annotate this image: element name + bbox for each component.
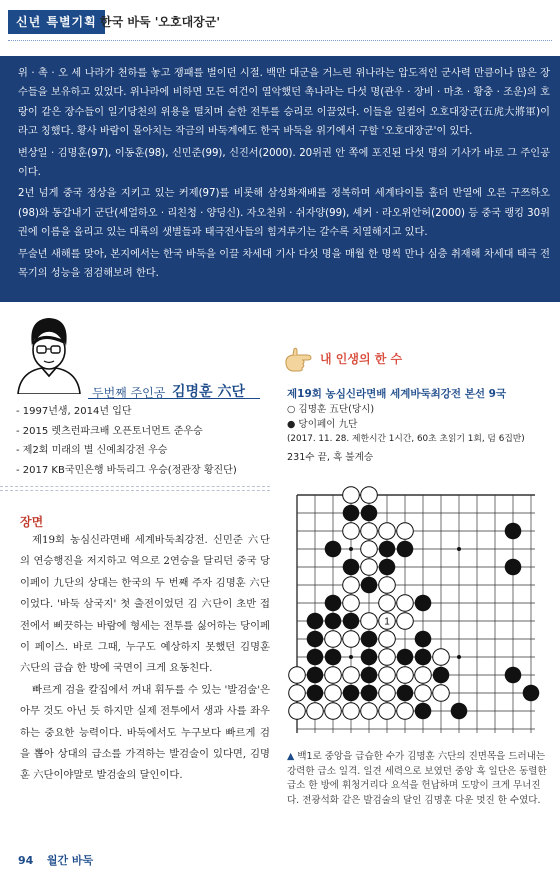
game-title: 제19회 농심신라면배 세계바둑최강전 본선 9국: [287, 388, 507, 400]
white-stone: [361, 541, 378, 558]
scene-paragraph: 빠르게 검을 칼집에서 꺼내 휘두를 수 있는 '발검술'은 아무 것도 아닌 듯 하지만 실제 전투에서 생과 사를 좌우하는 중요한 능력이다. 바둑에서도 누구보다 빠르게 검을 뽑아 상대의 급소를 가격하는 발검술이 있다면, 김명훈 六단이야말로 발검술의 달인이다.: [20, 683, 270, 782]
white-player: ○ 김명훈 五단(당시): [287, 404, 375, 415]
white-stone: [325, 631, 342, 648]
black-stone: [307, 631, 324, 648]
black-stone: [415, 649, 432, 666]
diagram-caption: [287, 750, 551, 808]
white-stone: [343, 523, 360, 540]
section-divider: [0, 486, 270, 487]
black-stone: [325, 595, 342, 612]
black-stone: [307, 667, 324, 684]
go-board: [285, 483, 547, 745]
intro-paragraph: 2년 넘게 중국 정상을 지키고 있는 커제(97)를 비롯해 삼성화재배를 정복하며 세계타이틀 홀더 반열에 오른 구쯔하오(98)와 동갑내기 군단(셰얼하오 · 리친청 · 양딩신). 자오천위 · 쉬자양(99), 셰커 · 라오위안허(2000) 등 중국 랭킹 30위권에 이름을 올리고 있는 대륙의 샛별들과 태극전사들의 힘겨루기는 갈수록 치열해지고 있다.: [18, 188, 550, 239]
black-stone: [343, 505, 360, 522]
black-stone: [361, 649, 378, 666]
page-header: [0, 0, 560, 48]
header-divider: [8, 40, 552, 41]
white-stone: [379, 523, 396, 540]
black-player: ● 당이페이 九단: [287, 419, 358, 430]
black-stone: [361, 667, 378, 684]
star-point: [349, 547, 353, 551]
black-stone: [325, 613, 342, 630]
star-point: [457, 655, 461, 659]
page-number: 94: [18, 854, 34, 867]
move-number: 1: [384, 616, 390, 628]
white-stone: [325, 667, 342, 684]
white-stone: [343, 595, 360, 612]
black-stone: [397, 649, 414, 666]
black-stone: [523, 685, 540, 702]
black-stone: [505, 559, 522, 576]
white-stone: [343, 631, 360, 648]
black-stone: [397, 541, 414, 558]
black-stone: [505, 523, 522, 540]
white-stone: [379, 685, 396, 702]
black-stone: [379, 541, 396, 558]
scene-body: [20, 530, 270, 787]
black-stone: [343, 613, 360, 630]
profile-fact: - 1997년생, 2014년 입단: [16, 406, 132, 417]
game-meta: (2017. 11. 28. 제한시간 1시간, 60초 초읽기 1회, 덤 6집반): [287, 434, 525, 444]
black-stone: [343, 559, 360, 576]
white-stone: [289, 667, 306, 684]
white-stone: [397, 703, 414, 720]
star-point: [457, 547, 461, 551]
white-stone: [361, 523, 378, 540]
player-portrait: [12, 312, 84, 394]
profile-name: 김명훈 六단: [172, 384, 245, 400]
white-stone: [433, 649, 450, 666]
magazine-name: 월간 바둑: [46, 854, 94, 867]
white-stone: [397, 613, 414, 630]
section-title: 한국 바둑 '오호대장군': [100, 15, 221, 29]
intro-box: [0, 56, 560, 302]
black-stone: [307, 685, 324, 702]
section-tag: 신년 특별기획: [8, 10, 105, 34]
white-stone: [415, 685, 432, 702]
black-stone: [307, 613, 324, 630]
black-stone: [415, 631, 432, 648]
black-stone: [433, 667, 450, 684]
profile-fact: - 2015 렛츠런파크배 오픈토너먼트 준우승: [16, 425, 203, 437]
white-stone: [325, 685, 342, 702]
caption-text: 백1로 중앙을 급습한 수가 김명훈 六단의 진면목을 드러내는 강력한 급소 일격. 일견 세력으로 보였던 중앙 흑 일단은 동렬한 급소 한 방에 휘청거리다 요석을 헌납하며 도망이 크게 무너진다. 전광석화 같은 발검술의 달인 김명훈 다운 멋진 한 수였다.: [287, 751, 547, 806]
pointing-hand-icon: [283, 346, 317, 374]
profile-subtitle: 두번째 주인공: [92, 386, 166, 400]
profile-underline: [88, 398, 260, 399]
white-stone: [343, 703, 360, 720]
white-stone: [397, 595, 414, 612]
scene-heading: 장면: [20, 515, 44, 529]
white-stone: [397, 667, 414, 684]
white-stone: [433, 685, 450, 702]
black-stone: [325, 649, 342, 666]
white-stone: [343, 667, 360, 684]
white-stone: [361, 487, 378, 504]
page-footer: [18, 852, 93, 868]
black-stone: [505, 667, 522, 684]
white-stone: [307, 703, 324, 720]
white-stone: [379, 631, 396, 648]
triangle-icon: ▲: [287, 751, 295, 762]
black-stone: [397, 685, 414, 702]
game-result: 231수 끝, 흑 불계승: [287, 452, 374, 463]
black-stone: [343, 685, 360, 702]
white-stone: [379, 667, 396, 684]
intro-paragraph: 변상일 · 김명훈(97), 이동훈(98), 신민준(99), 신진서(2000). 20위권 안 쪽에 포진된 다섯 명의 기사가 바로 그 주인공이다.: [18, 147, 550, 179]
white-stone: [379, 595, 396, 612]
white-stone: [361, 559, 378, 576]
scene-paragraph: 제19회 농심신라면배 세계바둑최강전. 신민준 六단의 연승행진을 저지하고 역으로 2연승을 달리던 중국 당이페이 九단의 상대는 한국의 두 번째 주자 김명훈 六단이었다. '바둑 삼국지' 첫 출전이었던 김 六단이 초반 접전에서 삐끗하는 바람에 형세는 전투를 싫어하는 당이페이 페이스. 바로 그때, 누구도 예상하지 못했던 김명훈 六단의 급습 한 방에 국면이 크게 요동친다.: [20, 534, 270, 675]
black-stone: [379, 559, 396, 576]
intro-paragraph: 위 · 촉 · 오 세 나라가 천하를 놓고 쟁패를 벌이던 시절. 백만 대군을 거느린 위나라는 압도적인 군사력 만큼이나 많은 장수들을 보유하고 있었다. 위나라에 비하면 모든 여건이 열악했던 촉나라는 다섯 명(관우 · 장비 · 마초 · 황충 · 조운)의 호랑이 같은 장수들이 일기당천의 위용을 떨치며 숱한 전투를 승리로 이끌었다. 이들을 일컬어 오호대장군(五虎大將軍)이라고 칭했다. 황사 바람이 몰아치는 작금의 바둑계에도 한국 바둑을 위기에서 구할 '오호대장군'이 있다.: [18, 68, 550, 138]
white-stone: [343, 577, 360, 594]
black-stone: [361, 577, 378, 594]
black-stone: [361, 505, 378, 522]
black-stone: [415, 595, 432, 612]
black-stone: [451, 703, 468, 720]
white-stone: [379, 649, 396, 666]
white-stone: [325, 703, 342, 720]
profile-fact: - 제2회 미래의 별 신예최강전 우승: [16, 445, 168, 456]
white-stone: [289, 703, 306, 720]
black-stone: [361, 631, 378, 648]
intro-paragraph: 무술년 새해를 맞아, 본지에서는 한국 바둑을 이끌 차세대 기사 다섯 명을 매월 한 명씩 만나 심층 취재해 차세대 태극 전목기의 성능을 점검해보려 한다.: [18, 248, 550, 280]
white-stone: [343, 487, 360, 504]
section-logo: 내 인생의 한 수: [320, 352, 403, 366]
star-point: [349, 655, 353, 659]
white-stone: [361, 613, 378, 630]
white-stone: [379, 577, 396, 594]
white-stone: [361, 703, 378, 720]
black-stone: [361, 685, 378, 702]
white-stone: [397, 523, 414, 540]
white-stone: [415, 667, 432, 684]
black-stone: [325, 541, 342, 558]
section-divider: [0, 490, 270, 491]
black-stone: [415, 703, 432, 720]
profile-facts: [16, 402, 237, 480]
white-stone: [379, 703, 396, 720]
board-background: [285, 483, 547, 745]
white-stone: [289, 685, 306, 702]
profile-fact: - 2017 KB국민은행 바둑리그 우승(정관장 황진단): [16, 464, 237, 476]
black-stone: [307, 649, 324, 666]
